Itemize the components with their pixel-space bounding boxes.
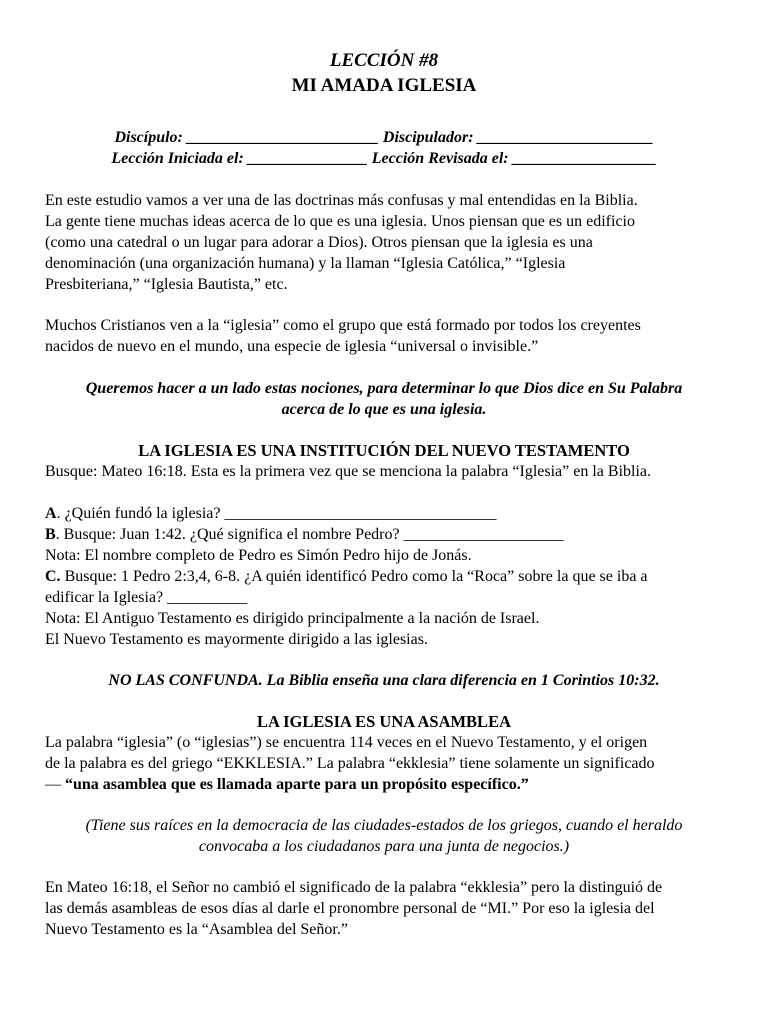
- note-peter-name: Nota: El nombre completo de Pedro es Simón Pedro hijo de Jonás.: [45, 547, 472, 564]
- definition-text: “una asamblea que es llamada aparte para un propósito específico.”: [65, 776, 529, 793]
- lesson-number: LECCIÓN #8: [329, 50, 439, 71]
- warning-statement: NO LAS CONFUNDA. La Biblia enseña una clara diferencia en 1 Corintios 10:32.: [108, 672, 660, 689]
- question-label: A: [45, 505, 57, 522]
- assembly-paragraph: [45, 732, 723, 795]
- note-old-testament: Nota: El Antiguo Testamento es dirigido principalmente a la nación de Israel.: [45, 610, 540, 627]
- text-line: (Tiene sus raíces en la democracia de las ciudades-estados de los griegos, cuando el heraldo: [85, 817, 683, 834]
- emphasis-statement: [45, 378, 723, 420]
- question-label: B: [45, 526, 56, 543]
- section-heading-institution: LA IGLESIA ES UNA INSTITUCIÓN DEL NUEVO TESTAMENTO: [138, 441, 630, 460]
- text-line: [45, 774, 723, 795]
- text-line: En Mateo 16:18, el Señor no cambió el significado de la palabra “ekklesia” pero la distinguió de: [45, 879, 663, 896]
- text-line: denominación (una organización humana) y la llaman “Iglesia Católica,” “Iglesia: [45, 255, 566, 272]
- text-line: Presbiteriana,” “Iglesia Bautista,” etc.: [45, 276, 288, 293]
- text-line: Queremos hacer a un lado estas nociones, para determinar lo que Dios dice en Su Palabra: [85, 380, 683, 397]
- question-text: . ¿Quién fundó la iglesia? __________________________________: [56, 505, 497, 522]
- note-new-testament: El Nuevo Testamento es mayormente dirigido a las iglesias.: [45, 631, 428, 648]
- lesson-dates-form-row[interactable]: Lección Iniciada el: _______________ Lección Revisada el: __________________: [111, 150, 657, 167]
- text-line: Nuevo Testamento es la “Asamblea del Señor.”: [45, 921, 348, 938]
- question-text: edificar la Iglesia? __________: [45, 589, 248, 606]
- text-line: En este estudio vamos a ver una de las doctrinas más confusas y mal entendidas en la Biblia.: [45, 192, 638, 209]
- text-line: las demás asambleas de esos días al darle el pronombre personal de “MI.” Por eso la iglesia del: [45, 900, 655, 917]
- question-a[interactable]: [45, 503, 723, 524]
- text-line: acerca de lo que es una iglesia.: [281, 401, 487, 418]
- closing-paragraph: [45, 877, 723, 940]
- believers-paragraph: [45, 315, 723, 357]
- question-text: . Busque: Juan 1:42. ¿Qué significa el nombre Pedro? ____________________: [55, 526, 564, 543]
- text-line: convocaba a los ciudadanos para una junta de negocios.): [198, 838, 570, 855]
- question-text: Busque: 1 Pedro 2:3,4, 6-8. ¿A quién identificó Pedro como la “Roca” sobre la que se iba a: [60, 568, 648, 585]
- text-line: La palabra “iglesia” (o “iglesias”) se encuentra 114 veces en el Nuevo Testamento, y el origen: [45, 734, 648, 751]
- lesson-title: MI AMADA IGLESIA: [291, 75, 477, 96]
- text-line: de la palabra es del griego “EKKLESIA.” La palabra “ekklesia” tiene solamente un significado: [45, 755, 655, 772]
- question-b[interactable]: [45, 524, 723, 545]
- question-label: C.: [45, 568, 61, 585]
- text-line: Muchos Cristianos ven a la “iglesia” como el grupo que está formado por todos los creyentes: [45, 317, 641, 334]
- section-heading-assembly: LA IGLESIA ES UNA ASAMBLEA: [256, 712, 511, 731]
- historical-aside: [45, 815, 723, 857]
- text-line: (como una catedral o un lugar para adorar a Dios). Otros piensan que la iglesia es una: [45, 234, 593, 251]
- dash: —: [45, 776, 65, 793]
- section-intro: Busque: Mateo 16:18. Esta es la primera vez que se menciona la palabra “Iglesia” en la Biblia.: [45, 463, 651, 480]
- text-line: nacidos de nuevo en el mundo, una especie de iglesia “universal o invisible.”: [45, 338, 539, 355]
- disciple-form-row[interactable]: Discípulo: ________________________ Discipulador: ______________________: [114, 129, 654, 146]
- question-c[interactable]: [45, 566, 723, 608]
- text-line: La gente tiene muchas ideas acerca de lo que es una iglesia. Unos piensan que es un edificio: [45, 213, 635, 230]
- intro-paragraph: [45, 190, 723, 295]
